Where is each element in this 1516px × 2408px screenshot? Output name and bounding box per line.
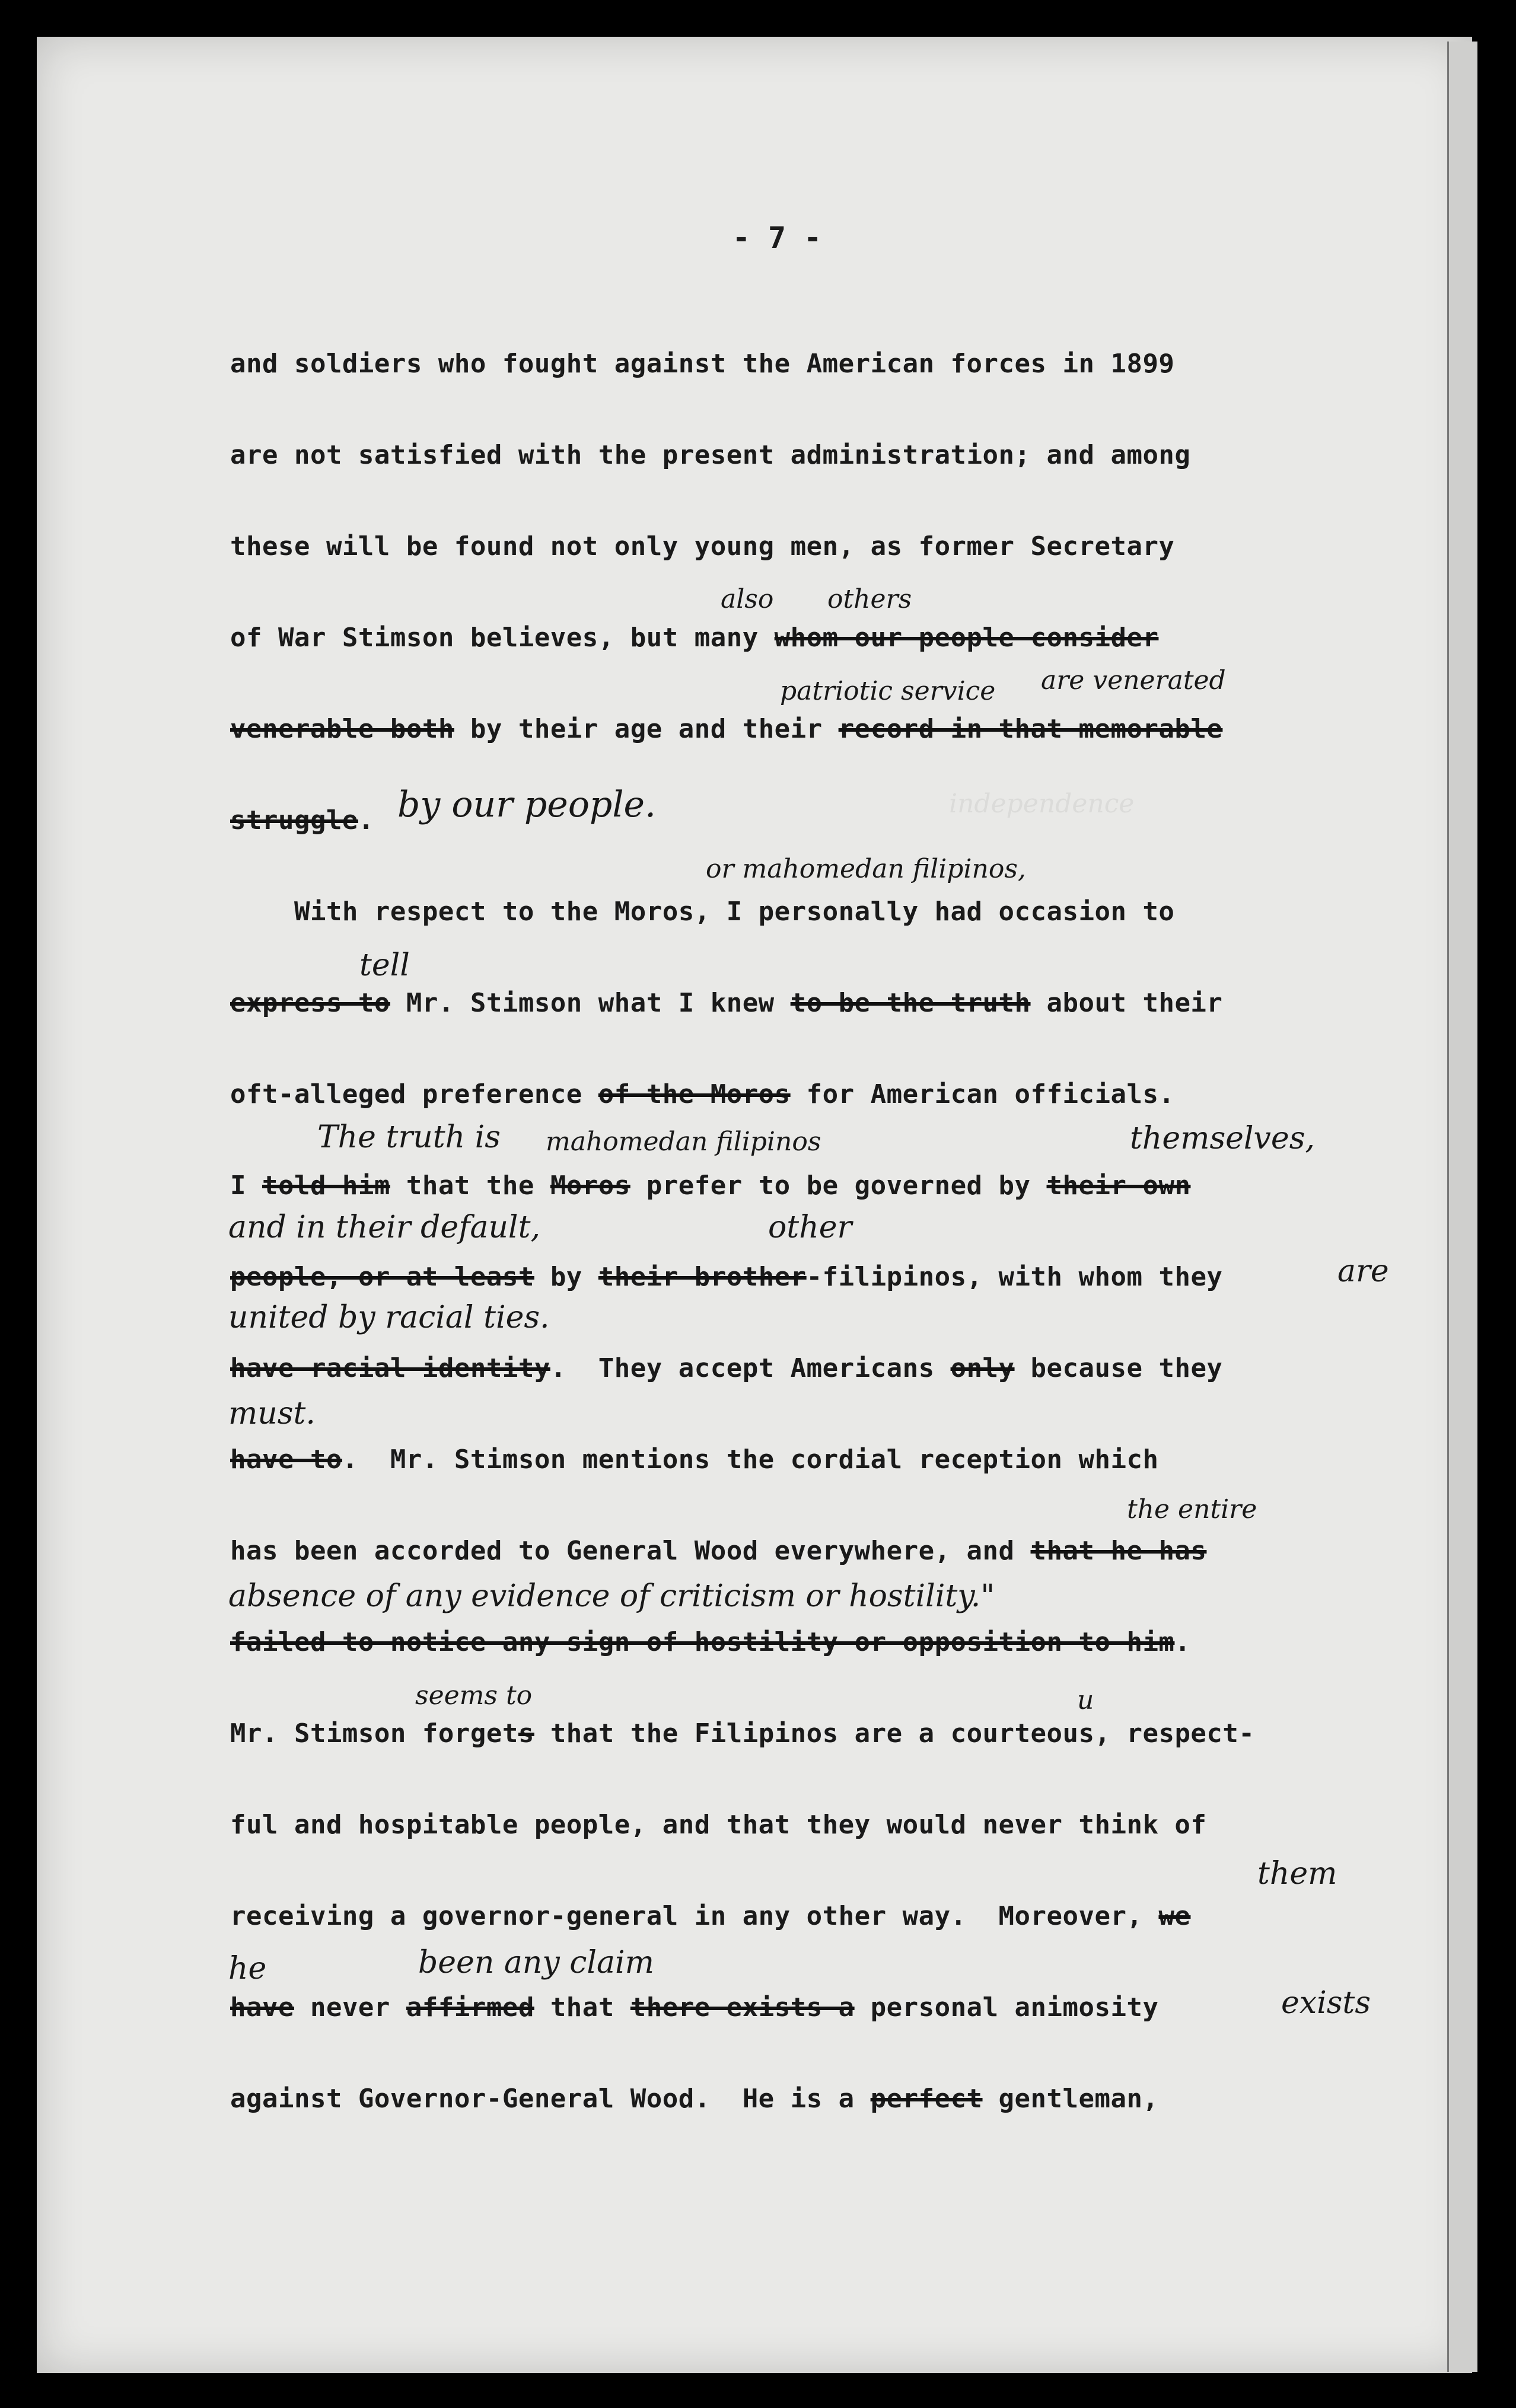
typed-line <box>230 1170 1190 1201</box>
annotation-he: he <box>228 1951 267 1986</box>
struck-text: Moros <box>550 1170 630 1201</box>
typed-text-run: about their <box>1030 988 1223 1018</box>
typed-line <box>230 1079 1174 1109</box>
struck-text: record in that memorable <box>838 714 1223 744</box>
typed-text-run: because they <box>1014 1353 1223 1383</box>
struck-text: to be the truth <box>790 988 1031 1018</box>
typed-line <box>230 1718 1254 1749</box>
typed-text-run: Mr. Stimson what I knew <box>390 988 791 1018</box>
annotation-united-by-racial-ties: united by racial ties. <box>228 1300 550 1335</box>
typed-text-run: prefer to be governed by <box>630 1170 1047 1201</box>
typed-text-run: With respect to the Moros, I personally had occasion to <box>230 897 1175 927</box>
typed-text-run: has been accorded to General Wood everywhere, and <box>230 1536 1031 1566</box>
annotation-others: others <box>827 584 912 614</box>
struck-text: venerable both <box>230 714 454 744</box>
typed-text-run: . They accept Americans <box>550 1353 951 1383</box>
annotation-or-mahomedan-filipinos: or mahomedan filipinos, <box>706 854 1026 884</box>
typed-text-run: that the Filipinos are a courteous, respect- <box>534 1718 1255 1749</box>
typed-line <box>230 2084 1158 2114</box>
typed-text-run: Mr. Stimson forget <box>230 1718 518 1749</box>
struck-text: have <box>230 1992 294 2023</box>
annotation-patriotic-service: patriotic service <box>780 676 996 706</box>
struck-text: express to <box>230 988 390 1018</box>
typed-line <box>230 1901 1190 1931</box>
typed-line <box>230 1627 1190 1657</box>
typed-text-run: -filipinos, with whom they <box>806 1262 1223 1292</box>
typed-line <box>230 1992 1158 2023</box>
annotation-absence-line: absence of any evidence of criticism or hostility." <box>228 1578 995 1614</box>
typed-text-run: for American officials. <box>790 1079 1175 1109</box>
typed-text-run: . <box>358 805 374 835</box>
struck-text: perfect <box>870 2084 983 2114</box>
annotation-mahomedan-filipinos: mahomedan filipinos <box>546 1127 821 1157</box>
annotation-tell: tell <box>359 948 410 983</box>
typed-line <box>230 623 1158 653</box>
typed-line <box>230 531 1174 562</box>
annotation-the-truth-is: The truth is <box>317 1120 501 1155</box>
typed-line <box>230 1444 1158 1475</box>
struck-text: struggle <box>230 805 358 835</box>
page-number: - 7 - <box>732 221 822 255</box>
struck-text: told him <box>262 1170 390 1201</box>
struck-text: have racial identity <box>230 1353 550 1383</box>
typed-text-run: receiving a governor-general in any other way. Moreover, <box>230 1901 1159 1931</box>
struck-text: people, or at least <box>230 1262 534 1292</box>
struck-text: affirmed <box>406 1992 534 2023</box>
typed-line <box>230 897 1174 927</box>
typed-text-run: that the <box>390 1170 550 1201</box>
annotation-must: must. <box>228 1396 316 1431</box>
typed-text-run: and soldiers who fought against the American forces in 1899 <box>230 349 1175 379</box>
typed-text-run: personal animosity <box>854 1992 1159 2023</box>
typed-text-run: against Governor-General Wood. He is a <box>230 2084 871 2114</box>
struck-text: of the Moros <box>598 1079 791 1109</box>
typed-text-run: are not satisfied with the present administration; and among <box>230 440 1191 470</box>
typed-text-run: I <box>230 1170 262 1201</box>
struck-text: their brother <box>598 1262 807 1292</box>
typed-text-run: never <box>294 1992 406 2023</box>
struck-text: failed to notice any sign of hostility or opposition to him <box>230 1627 1175 1657</box>
typed-text-run: . <box>1174 1627 1191 1657</box>
typed-text-run: these will be found not only young men, as former Secretary <box>230 531 1175 562</box>
paper-sheet <box>37 37 1472 2373</box>
typed-text-run: of War Stimson believes, but many <box>230 623 775 653</box>
annotation-by-our-people: by our people. <box>397 784 657 825</box>
typed-line <box>230 1810 1206 1840</box>
annotation-seems-to: seems to <box>415 1680 533 1711</box>
typed-text-run: . Mr. Stimson mentions the cordial reception which <box>342 1444 1159 1475</box>
typed-line <box>230 349 1174 379</box>
struck-text: only <box>950 1353 1015 1383</box>
annotation-u: u <box>1077 1685 1094 1715</box>
typed-line <box>230 1262 1222 1292</box>
struck-text: that he has <box>1030 1536 1207 1566</box>
annotation-are-venerated: are venerated <box>1041 665 1226 696</box>
typed-text-run: gentleman, <box>982 2084 1159 2114</box>
struck-text: whom our people consider <box>774 623 1159 653</box>
typed-text-run: by <box>534 1262 598 1292</box>
annotation-and-in-their-default: and in their default, <box>228 1210 540 1245</box>
struck-text: have to <box>230 1444 342 1475</box>
annotation-are: are <box>1337 1254 1389 1289</box>
typed-line <box>230 1353 1222 1383</box>
annotation-also: also <box>721 584 774 614</box>
typed-line <box>230 988 1222 1018</box>
annotation-other: other <box>768 1210 852 1245</box>
annotation-them: them <box>1257 1856 1337 1892</box>
typed-text-run: by their age and their <box>454 714 839 744</box>
typed-text-run: that <box>534 1992 630 2023</box>
annotation-been-any-claim: been any claim <box>418 1945 654 1980</box>
typed-line <box>230 1536 1206 1566</box>
typed-line <box>230 714 1222 744</box>
annotation-exists: exists <box>1281 1985 1371 2021</box>
bleed-through: independence <box>949 789 1135 819</box>
annotation-the-entire: the entire <box>1127 1494 1257 1524</box>
struck-text: there exists a <box>630 1992 855 2023</box>
typed-text-run: ful and hospitable people, and that they would never think of <box>230 1810 1207 1840</box>
struck-text: s <box>518 1718 534 1749</box>
struck-text: we <box>1158 1901 1191 1931</box>
typed-line <box>230 805 374 835</box>
annotation-themselves: themselves, <box>1130 1121 1315 1156</box>
typed-text-run: oft-alleged preference <box>230 1079 598 1109</box>
paper-edge <box>1447 42 1477 2372</box>
struck-text: their own <box>1046 1170 1191 1201</box>
typed-line <box>230 440 1190 470</box>
